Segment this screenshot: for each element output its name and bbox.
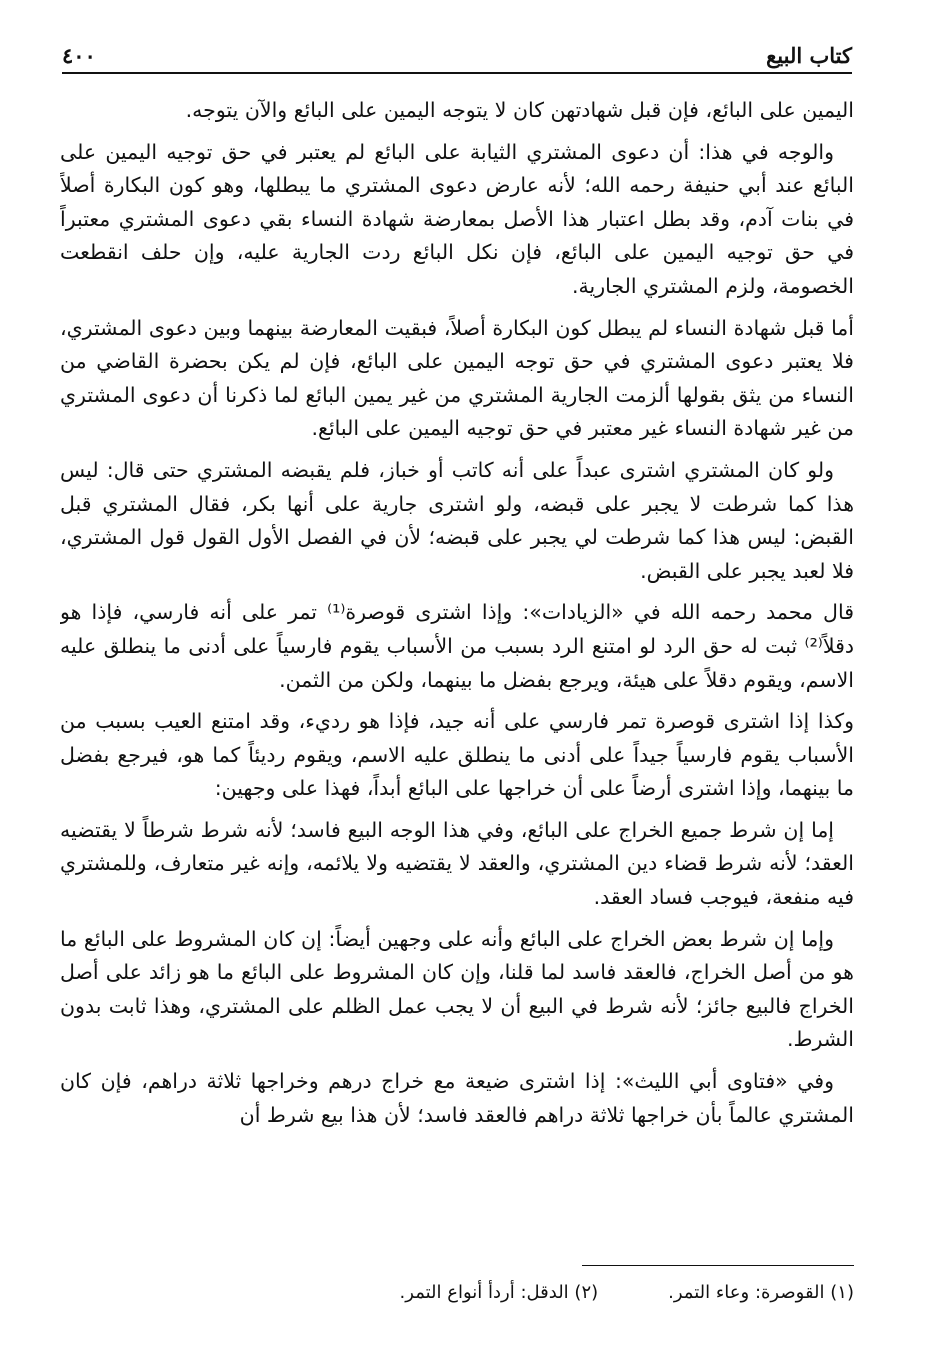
footnotes (334, 1282, 854, 1303)
main-text (60, 94, 854, 1244)
paragraph: ولو كان المشتري اشترى عبداً على أنه كاتب أو خباز، فلم يقبضه المشتري حتى قال: ليس هذا كما شرطت لا يجبر على قبضه، ولو اشترى جارية على أنها بكر، فقال المشتري قبل القبض: ليس هذا كما شرطت لي يجبر على قبضه؛ لأن في الفصل الأول القول قول المشتري، فلا لعبد يجبر على القبض. (60, 457, 854, 583)
paragraph: وإما إن شرط بعض الخراج على البائع وأنه على وجهين أيضاً: إن كان المشروط على البائع ما هو من أصل الخراج، فالعقد فاسد لما قلنا، وإن كان المشروط على البائع ما هو زائد على أصل الخراج فالبيع جائز؛ لأنه شرط في البيع أن لا يجب عمل الظلم على المشتري، وهذا ثابت بدون الشرط. (60, 926, 854, 1052)
paragraph: اليمين على البائع، فإن قبل شهادتهن كان لا يتوجه اليمين على البائع والآن يتوجه. (185, 98, 854, 122)
paragraph: إما إن شرط جميع الخراج على البائع، وفي هذا الوجه البيع فاسد؛ لأنه شرط شرطاً لا يقتضيه العقد؛ لأنه شرط قضاء دين المشتري، والعقد لا يقتضيه ولا يلائمه، وإنه غير متعارف، وللمشتري فيه منفعة، فيوجب فساد العقد. (60, 817, 854, 910)
footnote-divider (582, 1265, 854, 1266)
footnote-2: (٢) الدقل: أردأ أنواع التمر. (399, 1282, 599, 1303)
paragraph: والوجه في هذا: أن دعوى المشتري الثيابة على البائع لم يعتبر في حق توجيه اليمين على البائع عند أبي حنيفة رحمه الله؛ لأنه عارض دعوى المشتري ما يبطلها، وهو كون البكارة أصلاً في بنات آدم، وقد بطل اعتبار هذا الأصل بمعارضة شهادة النساء بقي دعوى المشتري معتبراً في حق توجيه اليمين على البائع، فإن نكل البائع ردت الجارية عليه، وإن حلف انقطعت الخصومة، ولزم المشتري الجارية. (60, 139, 854, 298)
footnote-1: (١) القوصرة: وعاء التمر. (668, 1282, 854, 1303)
page-header (62, 34, 852, 74)
paragraph: قال محمد رحمه الله في «الزيادات»: وإذا اشترى قوصرة⁽¹⁾ تمر على أنه فارسي، فإذا هو دقلاً⁽²⁾ ثبت له حق الرد لو امتنع الرد بسبب من الأسباب يقوم فارسياً على أدنى ما ينطلق عليه الاسم، ويقوم دقلاً على هيئة، ويرجع بفضل ما بينهما، ولكن من الثمن. (60, 600, 854, 692)
page-number: ٤٠٠ (62, 43, 96, 68)
chapter-title: كتاب البيع (766, 43, 852, 68)
paragraph: أما قبل شهادة النساء لم يبطل كون البكارة أصلاً، فبقيت المعارضة بينهما وبين دعوى المشتري، فلا يعتبر دعوى المشتري في حق توجه اليمين على البائع، فإن لم يكن بحضرة القاضي من النساء من يثق بقولها ألزمت الجارية المشتري من غير يمين البائع لما ذكرنا أن دعوى المشتري من غير شهادة النساء غير معتبر في حق توجيه اليمين على البائع. (60, 315, 854, 441)
paragraph: وكذا إذا اشترى قوصرة تمر فارسي على أنه جيد، فإذا هو رديء، وقد امتنع العيب بسبب من الأسباب يقوم فارسياً جيداً على أدنى ما ينطلق عليه الاسم، ويقوم رديئاً كما هو، فيرجع بفضل ما بينهما، وإذا اشترى أرضاً على أن خراجها على البائع أبداً، فهذا على وجهين: (60, 709, 854, 801)
paragraph: وفي «فتاوى أبي الليث»: إذا اشترى ضيعة مع خراج درهم وخراجها ثلاثة دراهم، فإن كان المشتري عالماً بأن خراجها ثلاثة دراهم فالعقد فاسد؛ لأن هذا بيع شرط أن (60, 1069, 854, 1127)
